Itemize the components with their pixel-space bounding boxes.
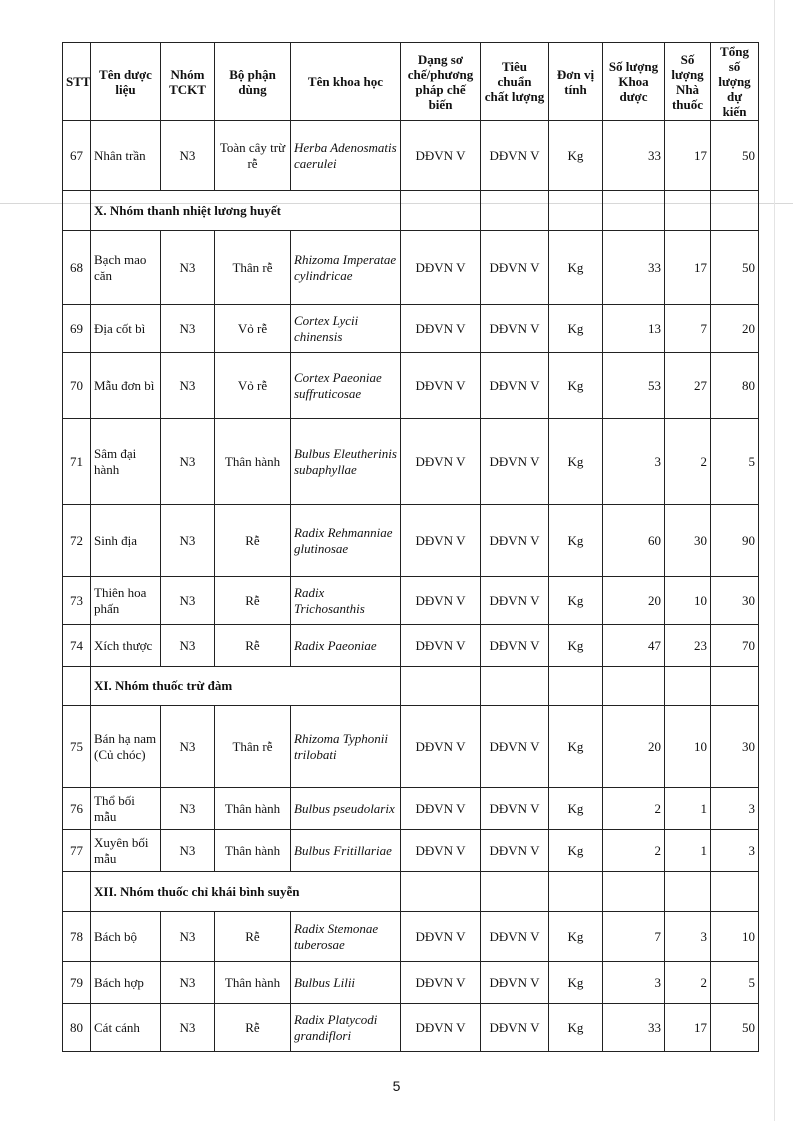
cell-qty-drugstore: 30 — [665, 505, 711, 577]
cell-part: Vỏ rễ — [215, 305, 291, 353]
cell-group: N3 — [161, 788, 215, 830]
section-title: XI. Nhóm thuốc trừ đàm — [91, 667, 401, 706]
cell-standard: DĐVN V — [481, 353, 549, 419]
cell-processing: DĐVN V — [401, 912, 481, 962]
cell-qty-drugstore: 17 — [665, 1004, 711, 1052]
cell-scientific: Bulbus pseudolarix — [291, 788, 401, 830]
cell-unit: Kg — [549, 577, 603, 625]
cell-unit: Kg — [549, 419, 603, 505]
table-row — [63, 706, 759, 788]
cell-scientific: Rhizoma Imperatae cylindricae — [291, 231, 401, 305]
cell-qty-pharmacy-dept: 20 — [603, 577, 665, 625]
table-row — [63, 1004, 759, 1052]
table-row — [63, 121, 759, 191]
cell-qty-total: 3 — [711, 788, 759, 830]
cell-group: N3 — [161, 830, 215, 872]
cell-stt: 67 — [63, 121, 91, 191]
col-header-name: Tên dược liệu — [91, 43, 161, 121]
cell-group: N3 — [161, 121, 215, 191]
table-row — [63, 788, 759, 830]
cell-group: N3 — [161, 625, 215, 667]
cell-group: N3 — [161, 353, 215, 419]
cell-name: Nhân trần — [91, 121, 161, 191]
cell-qty-pharmacy-dept: 2 — [603, 788, 665, 830]
cell-scientific: Rhizoma Typhonii trilobati — [291, 706, 401, 788]
table-row — [63, 962, 759, 1004]
empty-cell — [401, 872, 481, 912]
cell-scientific: Radix Rehmanniae glutinosae — [291, 505, 401, 577]
cell-standard: DĐVN V — [481, 505, 549, 577]
cell-unit: Kg — [549, 962, 603, 1004]
cell-stt: 79 — [63, 962, 91, 1004]
cell-scientific: Bulbus Fritillariae — [291, 830, 401, 872]
cell-group: N3 — [161, 505, 215, 577]
cell-qty-total: 50 — [711, 121, 759, 191]
cell-qty-drugstore: 10 — [665, 577, 711, 625]
col-header-part: Bộ phận dùng — [215, 43, 291, 121]
table-row — [63, 577, 759, 625]
cell-stt: 75 — [63, 706, 91, 788]
cell-stt — [63, 872, 91, 912]
empty-cell — [711, 191, 759, 231]
cell-name: Xuyên bối mẫu — [91, 830, 161, 872]
cell-qty-drugstore: 10 — [665, 706, 711, 788]
cell-processing: DĐVN V — [401, 788, 481, 830]
cell-name: Xích thược — [91, 625, 161, 667]
empty-cell — [603, 872, 665, 912]
cell-qty-drugstore: 17 — [665, 121, 711, 191]
cell-name: Thiên hoa phấn — [91, 577, 161, 625]
cell-standard: DĐVN V — [481, 1004, 549, 1052]
cell-qty-pharmacy-dept: 3 — [603, 962, 665, 1004]
cell-qty-total: 20 — [711, 305, 759, 353]
empty-cell — [603, 191, 665, 231]
cell-qty-total: 70 — [711, 625, 759, 667]
section-row — [63, 191, 759, 231]
cell-unit: Kg — [549, 121, 603, 191]
cell-stt: 70 — [63, 353, 91, 419]
cell-unit: Kg — [549, 353, 603, 419]
cell-part: Thân hành — [215, 962, 291, 1004]
cell-qty-pharmacy-dept: 47 — [603, 625, 665, 667]
cell-part: Rễ — [215, 625, 291, 667]
table-row — [63, 231, 759, 305]
cell-unit: Kg — [549, 830, 603, 872]
cell-qty-drugstore: 27 — [665, 353, 711, 419]
section-title: X. Nhóm thanh nhiệt lương huyết — [91, 191, 401, 231]
col-header-stt: STT — [63, 43, 91, 121]
empty-cell — [481, 872, 549, 912]
cell-qty-pharmacy-dept: 2 — [603, 830, 665, 872]
col-header-qty-drugstore: Số lượng Nhà thuốc — [665, 43, 711, 121]
cell-name: Thổ bối mẫu — [91, 788, 161, 830]
cell-qty-drugstore: 17 — [665, 231, 711, 305]
col-header-processing: Dạng sơ chế/phương pháp chế biến — [401, 43, 481, 121]
cell-qty-total: 90 — [711, 505, 759, 577]
empty-cell — [549, 191, 603, 231]
cell-part: Thân rễ — [215, 706, 291, 788]
cell-stt: 69 — [63, 305, 91, 353]
cell-qty-pharmacy-dept: 33 — [603, 1004, 665, 1052]
cell-standard: DĐVN V — [481, 830, 549, 872]
cell-qty-drugstore: 2 — [665, 962, 711, 1004]
cell-unit: Kg — [549, 505, 603, 577]
section-title: XII. Nhóm thuốc chỉ khái bình suyễn — [91, 872, 401, 912]
empty-cell — [665, 191, 711, 231]
cell-qty-total: 80 — [711, 353, 759, 419]
cell-group: N3 — [161, 577, 215, 625]
cell-unit: Kg — [549, 305, 603, 353]
cell-standard: DĐVN V — [481, 706, 549, 788]
cell-part: Thân hành — [215, 788, 291, 830]
empty-cell — [549, 872, 603, 912]
cell-qty-drugstore: 7 — [665, 305, 711, 353]
cell-group: N3 — [161, 419, 215, 505]
empty-cell — [603, 667, 665, 706]
col-header-qty-pharmacy-dept: Số lượng Khoa dược — [603, 43, 665, 121]
cell-scientific: Radix Trichosanthis — [291, 577, 401, 625]
col-header-scientific: Tên khoa học — [291, 43, 401, 121]
cell-qty-total: 50 — [711, 1004, 759, 1052]
cell-part: Rễ — [215, 1004, 291, 1052]
cell-stt — [63, 667, 91, 706]
empty-cell — [711, 872, 759, 912]
cell-part: Rễ — [215, 505, 291, 577]
table-row — [63, 419, 759, 505]
cell-qty-pharmacy-dept: 7 — [603, 912, 665, 962]
cell-processing: DĐVN V — [401, 962, 481, 1004]
cell-stt: 73 — [63, 577, 91, 625]
cell-standard: DĐVN V — [481, 625, 549, 667]
cell-name: Mẫu đơn bì — [91, 353, 161, 419]
cell-unit: Kg — [549, 231, 603, 305]
cell-qty-pharmacy-dept: 33 — [603, 121, 665, 191]
scan-artifact-edge — [774, 0, 775, 1121]
cell-standard: DĐVN V — [481, 231, 549, 305]
cell-processing: DĐVN V — [401, 231, 481, 305]
cell-group: N3 — [161, 305, 215, 353]
cell-processing: DĐVN V — [401, 577, 481, 625]
col-header-qty-total: Tổng số lượng dự kiến — [711, 43, 759, 121]
cell-unit: Kg — [549, 706, 603, 788]
empty-cell — [549, 667, 603, 706]
section-row — [63, 667, 759, 706]
col-header-unit: Đơn vị tính — [549, 43, 603, 121]
cell-unit: Kg — [549, 625, 603, 667]
cell-qty-drugstore: 23 — [665, 625, 711, 667]
cell-processing: DĐVN V — [401, 505, 481, 577]
cell-scientific: Bulbus Eleutherinis subaphyllae — [291, 419, 401, 505]
cell-processing: DĐVN V — [401, 706, 481, 788]
cell-standard: DĐVN V — [481, 577, 549, 625]
cell-name: Sâm đại hành — [91, 419, 161, 505]
cell-part: Vỏ rễ — [215, 353, 291, 419]
cell-scientific: Radix Paeoniae — [291, 625, 401, 667]
cell-qty-pharmacy-dept: 53 — [603, 353, 665, 419]
table-row — [63, 305, 759, 353]
cell-standard: DĐVN V — [481, 912, 549, 962]
cell-group: N3 — [161, 706, 215, 788]
cell-name: Sinh địa — [91, 505, 161, 577]
cell-qty-pharmacy-dept: 33 — [603, 231, 665, 305]
cell-unit: Kg — [549, 1004, 603, 1052]
cell-qty-pharmacy-dept: 13 — [603, 305, 665, 353]
cell-stt: 74 — [63, 625, 91, 667]
cell-stt: 71 — [63, 419, 91, 505]
cell-group: N3 — [161, 912, 215, 962]
cell-name: Bách bộ — [91, 912, 161, 962]
empty-cell — [711, 667, 759, 706]
table-row — [63, 625, 759, 667]
table-row — [63, 830, 759, 872]
cell-scientific: Cortex Lycii chinensis — [291, 305, 401, 353]
cell-qty-drugstore: 2 — [665, 419, 711, 505]
cell-processing: DĐVN V — [401, 353, 481, 419]
cell-scientific: Radix Stemonae tuberosae — [291, 912, 401, 962]
cell-name: Cát cánh — [91, 1004, 161, 1052]
cell-part: Thân hành — [215, 419, 291, 505]
cell-qty-total: 5 — [711, 962, 759, 1004]
cell-stt: 77 — [63, 830, 91, 872]
section-row — [63, 872, 759, 912]
cell-name: Bách hợp — [91, 962, 161, 1004]
cell-name: Bạch mao căn — [91, 231, 161, 305]
herbal-materials-table — [62, 42, 759, 1052]
cell-standard: DĐVN V — [481, 305, 549, 353]
empty-cell — [481, 667, 549, 706]
cell-part: Rễ — [215, 912, 291, 962]
table-row — [63, 912, 759, 962]
empty-cell — [665, 667, 711, 706]
cell-qty-pharmacy-dept: 3 — [603, 419, 665, 505]
cell-scientific: Cortex Paeoniae suffruticosae — [291, 353, 401, 419]
cell-part: Toàn cây trừ rễ — [215, 121, 291, 191]
cell-standard: DĐVN V — [481, 788, 549, 830]
cell-stt: 80 — [63, 1004, 91, 1052]
cell-scientific: Herba Adenosmatis caerulei — [291, 121, 401, 191]
cell-group: N3 — [161, 1004, 215, 1052]
cell-standard: DĐVN V — [481, 121, 549, 191]
cell-processing: DĐVN V — [401, 305, 481, 353]
cell-name: Bán hạ nam (Củ chóc) — [91, 706, 161, 788]
cell-stt: 76 — [63, 788, 91, 830]
cell-part: Thân rễ — [215, 231, 291, 305]
table-row — [63, 353, 759, 419]
cell-unit: Kg — [549, 912, 603, 962]
cell-stt: 72 — [63, 505, 91, 577]
cell-processing: DĐVN V — [401, 830, 481, 872]
table-row — [63, 505, 759, 577]
cell-qty-drugstore: 1 — [665, 788, 711, 830]
cell-processing: DĐVN V — [401, 419, 481, 505]
table-header-row — [63, 43, 759, 121]
cell-unit: Kg — [549, 788, 603, 830]
col-header-group: Nhóm TCKT — [161, 43, 215, 121]
cell-stt: 78 — [63, 912, 91, 962]
cell-scientific: Bulbus Lilii — [291, 962, 401, 1004]
col-header-standard: Tiêu chuẩn chất lượng — [481, 43, 549, 121]
cell-part: Rễ — [215, 577, 291, 625]
page-number: 5 — [392, 1078, 401, 1094]
cell-qty-drugstore: 3 — [665, 912, 711, 962]
empty-cell — [401, 191, 481, 231]
cell-group: N3 — [161, 962, 215, 1004]
cell-processing: DĐVN V — [401, 121, 481, 191]
empty-cell — [481, 191, 549, 231]
cell-qty-drugstore: 1 — [665, 830, 711, 872]
cell-part: Thân hành — [215, 830, 291, 872]
cell-processing: DĐVN V — [401, 1004, 481, 1052]
empty-cell — [401, 667, 481, 706]
cell-stt — [63, 191, 91, 231]
cell-standard: DĐVN V — [481, 962, 549, 1004]
cell-qty-total: 30 — [711, 706, 759, 788]
cell-processing: DĐVN V — [401, 625, 481, 667]
cell-qty-total: 50 — [711, 231, 759, 305]
cell-qty-total: 5 — [711, 419, 759, 505]
cell-scientific: Radix Platycodi grandiflori — [291, 1004, 401, 1052]
cell-qty-pharmacy-dept: 20 — [603, 706, 665, 788]
cell-standard: DĐVN V — [481, 419, 549, 505]
table-body — [63, 121, 759, 1052]
cell-group: N3 — [161, 231, 215, 305]
cell-qty-total: 10 — [711, 912, 759, 962]
cell-qty-total: 30 — [711, 577, 759, 625]
cell-name: Địa cốt bì — [91, 305, 161, 353]
cell-stt: 68 — [63, 231, 91, 305]
cell-qty-total: 3 — [711, 830, 759, 872]
empty-cell — [665, 872, 711, 912]
cell-qty-pharmacy-dept: 60 — [603, 505, 665, 577]
